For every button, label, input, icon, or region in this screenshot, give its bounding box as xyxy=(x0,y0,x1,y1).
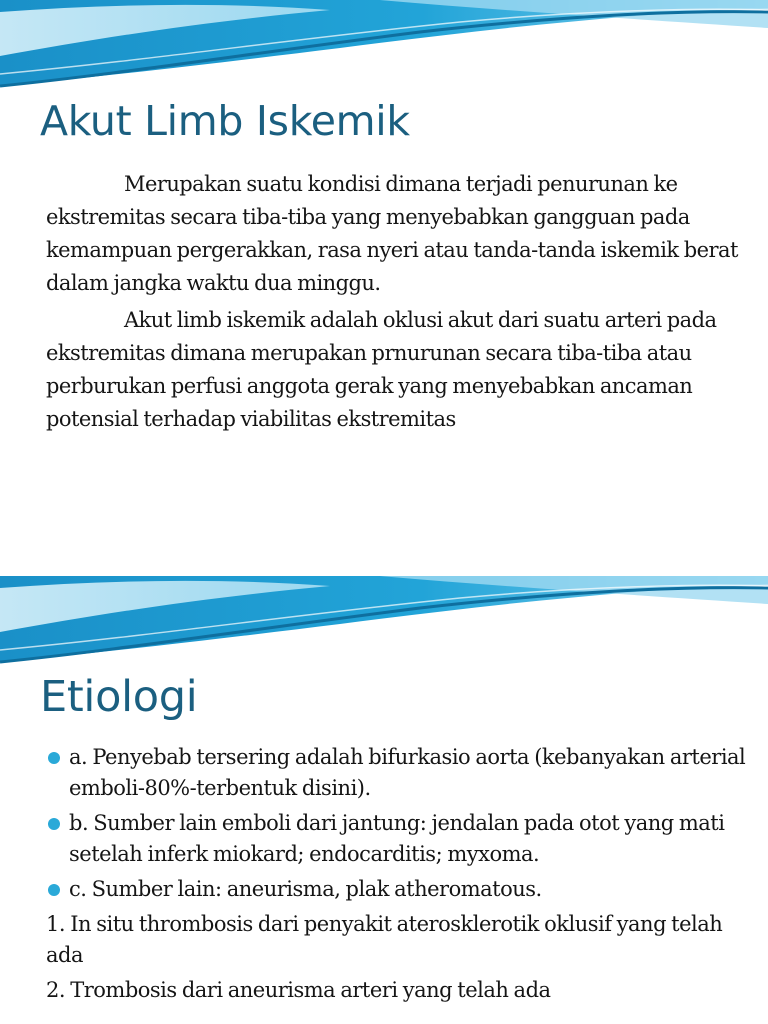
decorative-wave-header xyxy=(0,576,768,676)
numbered-item: 2. Trombosis dari aneurisma arteri yang telah ada xyxy=(46,978,551,1002)
slide-body xyxy=(46,168,746,440)
list-item-text: b. Sumber lain emboli dari jantung: jendalan pada otot yang mati setelah inferk miokard; endocarditis; myxoma. xyxy=(69,811,725,866)
list-item xyxy=(46,808,746,870)
slide-etiologi xyxy=(0,576,768,1024)
slide-title: Akut Limb Iskemik xyxy=(40,97,410,145)
slide-body xyxy=(46,742,746,1010)
definition-paragraph: Merupakan suatu kondisi dimana terjadi penurunan ke ekstremitas secara tiba-tiba yang menyebabkan gangguan pada kemampuan pergerakkan, rasa nyeri atau tanda-tanda iskemik berat dalam jangka waktu dua minggu. xyxy=(46,172,738,295)
bullet-dot-icon xyxy=(48,818,60,830)
decorative-wave-header xyxy=(0,0,768,100)
definition-paragraph: Akut limb iskemik adalah oklusi akut dari suatu arteri pada ekstremitas dimana merupakan prnurunan secara tiba-tiba atau perburukan perfusi anggota gerak yang menyebabkan ancaman potensial terhadap viabilitas ekstremitas xyxy=(46,308,717,431)
slide-title: Etiologi xyxy=(40,672,198,722)
bullet-dot-icon xyxy=(48,752,60,764)
bullet-dot-icon xyxy=(48,884,60,896)
list-item xyxy=(46,742,746,804)
list-item xyxy=(46,874,746,905)
list-item-text: a. Penyebab tersering adalah bifurkasio aorta (kebanyakan arterial emboli-80%-terbentuk disini). xyxy=(69,745,746,800)
list-item-text: c. Sumber lain: aneurisma, plak atheromatous. xyxy=(69,877,542,901)
numbered-item: 1. In situ thrombosis dari penyakit aterosklerotik oklusif yang telah ada xyxy=(46,912,723,967)
etiology-bullet-list xyxy=(46,742,746,905)
